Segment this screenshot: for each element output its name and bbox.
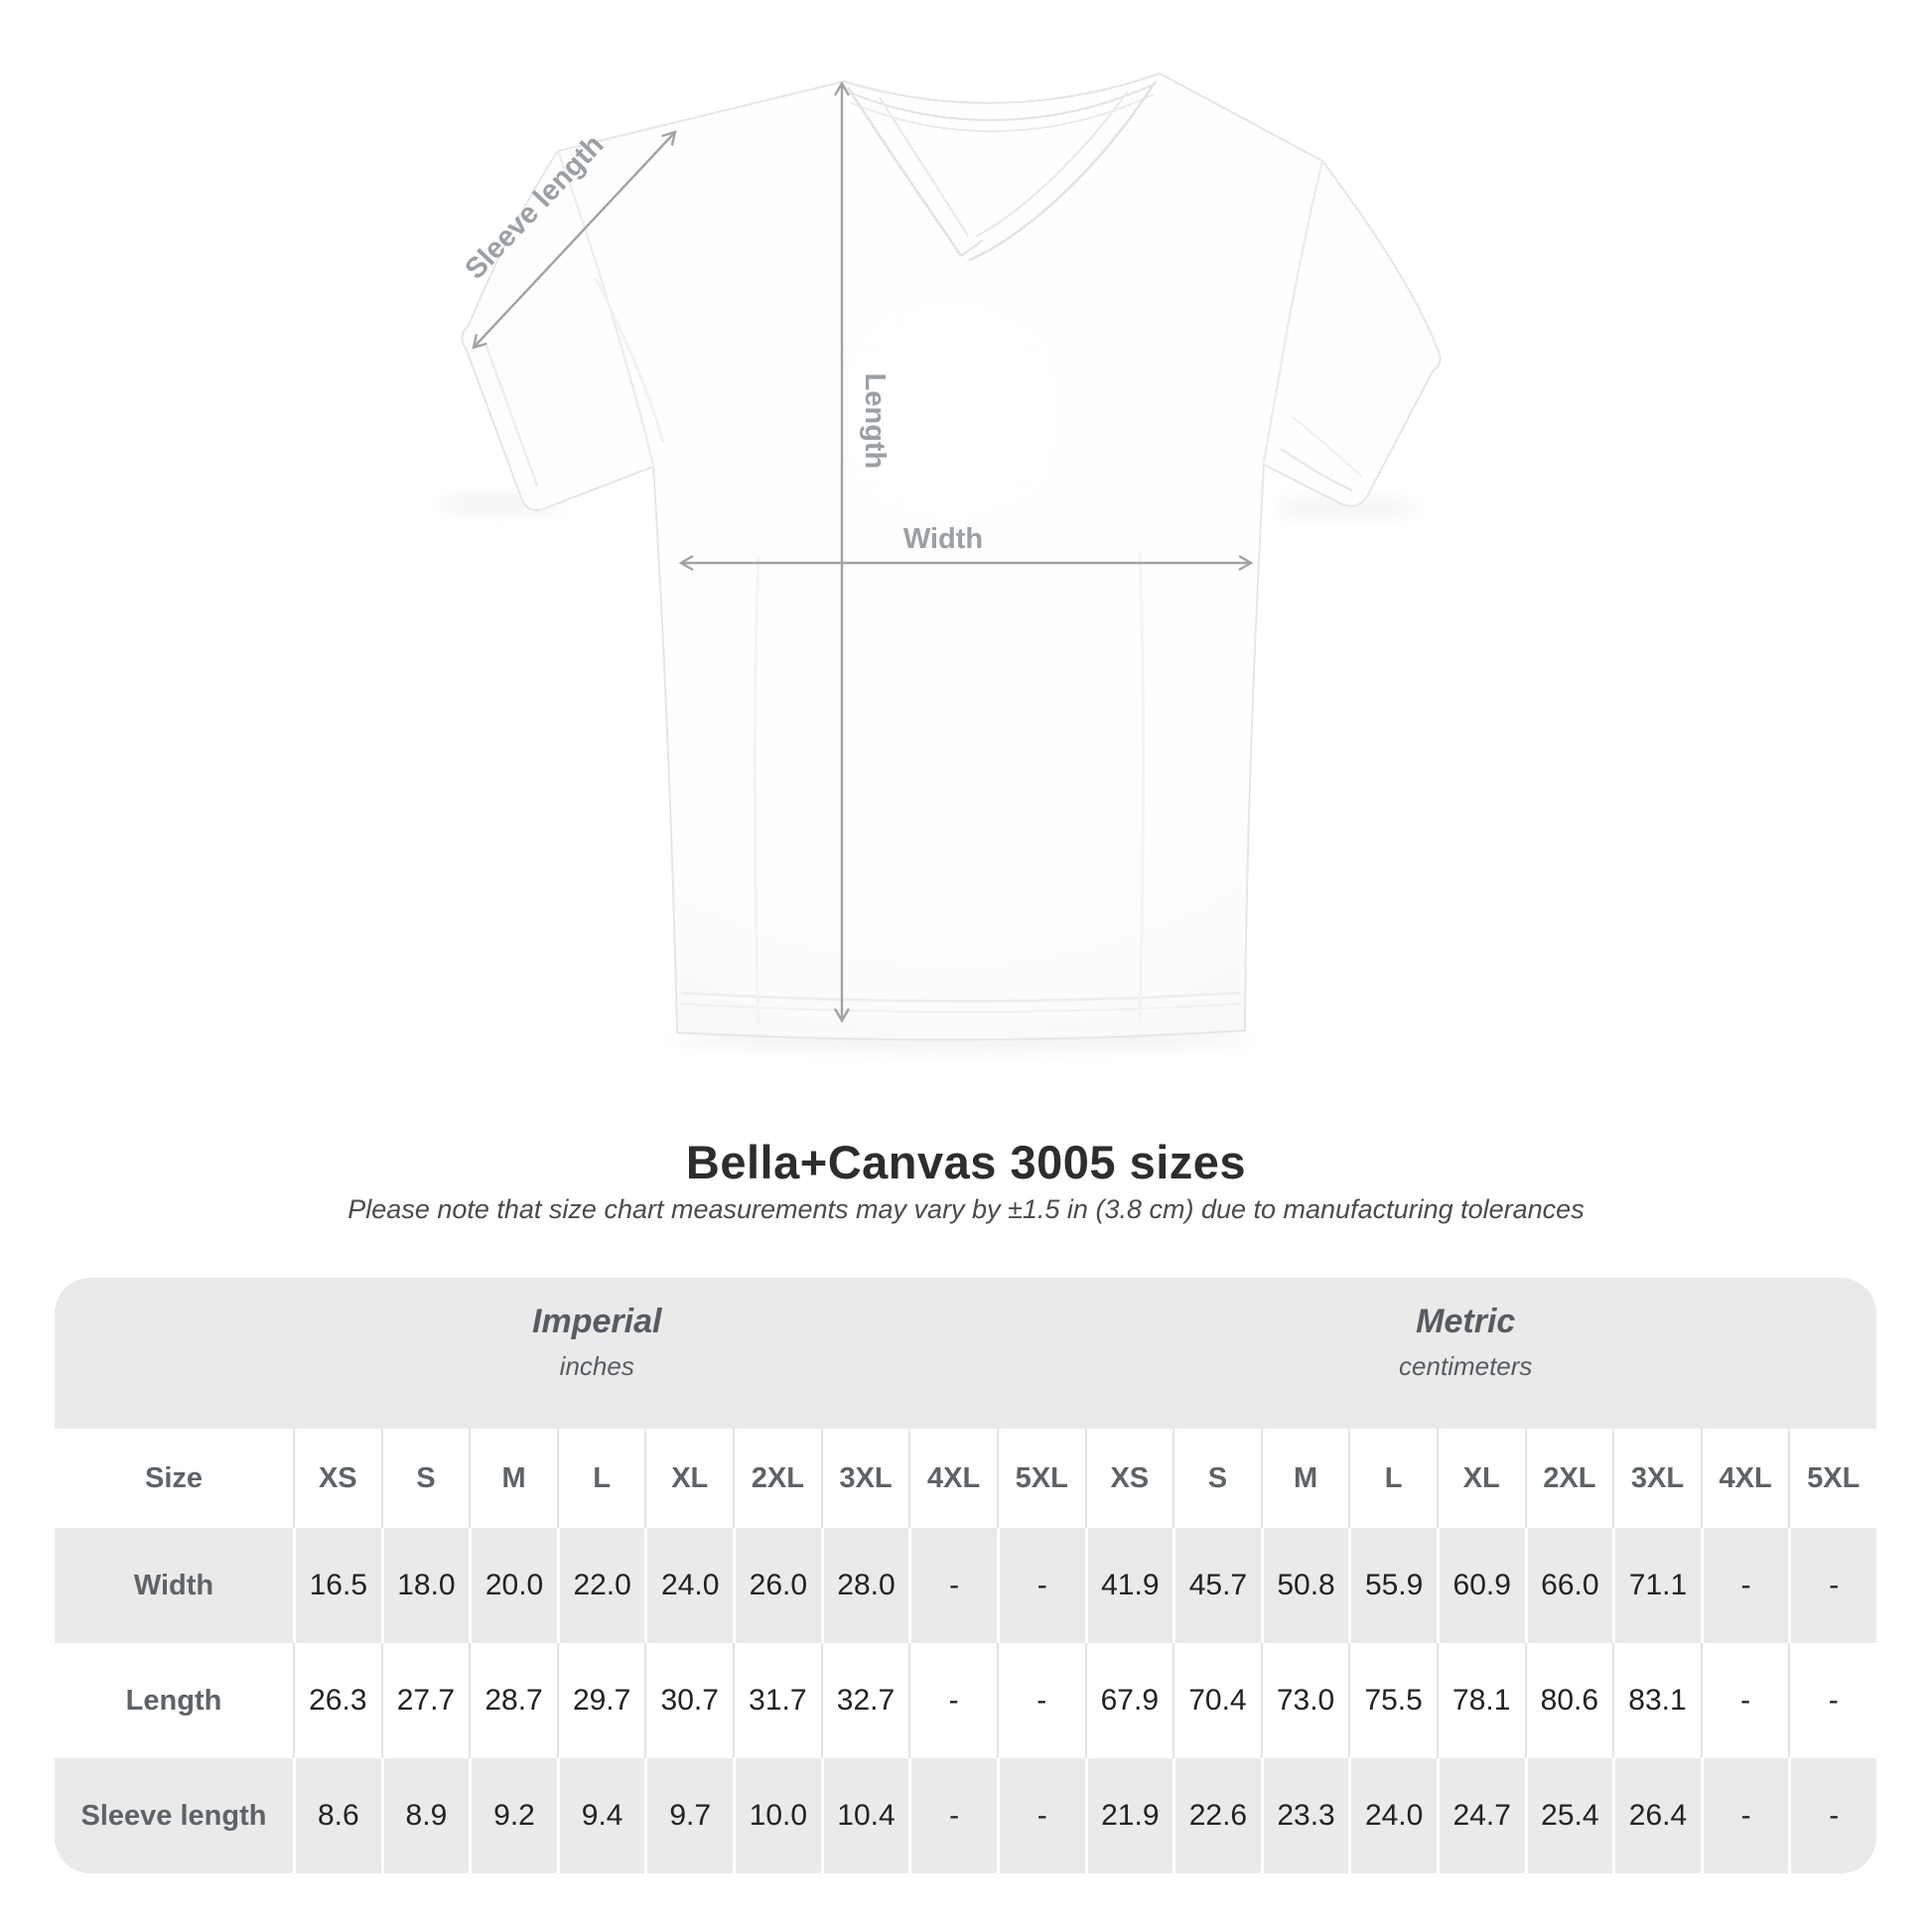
table-cell: 20.0 [469, 1528, 557, 1643]
page-title: Bella+Canvas 3005 sizes [685, 1136, 1247, 1188]
table-cell: 60.9 [1437, 1528, 1525, 1643]
table-cell: - [997, 1528, 1085, 1643]
table-cell: 25.4 [1525, 1758, 1613, 1873]
table-cell: 28.7 [469, 1643, 557, 1758]
table-cell: 78.1 [1437, 1643, 1525, 1758]
table-cell: 10.4 [821, 1758, 909, 1873]
size-header-cell: XL [644, 1429, 733, 1528]
size-header-cell: XS [293, 1429, 381, 1528]
table-cell: 9.4 [557, 1758, 645, 1873]
size-header-cell: XL [1437, 1429, 1525, 1528]
table-cell: 75.5 [1348, 1643, 1437, 1758]
table-cell: 23.3 [1261, 1758, 1349, 1873]
tshirt-graphic [459, 73, 1440, 1039]
table-cell: 29.7 [557, 1643, 645, 1758]
width-label: Width [902, 523, 984, 555]
table-cell: 26.0 [733, 1528, 821, 1643]
table-cell: 21.9 [1085, 1758, 1173, 1873]
table-cell: 66.0 [1525, 1528, 1613, 1643]
size-table [55, 1278, 1876, 1873]
table-cell: 28.0 [821, 1528, 909, 1643]
size-header-cell: L [1348, 1429, 1437, 1528]
size-header-cell: 5XL [997, 1429, 1085, 1528]
metric-header [1085, 1278, 1877, 1429]
table-cell: 73.0 [1261, 1643, 1349, 1758]
size-header-cell: 2XL [1525, 1429, 1613, 1528]
row-label-width: Width [133, 1569, 214, 1601]
table-cell: 9.7 [644, 1758, 733, 1873]
size-header-cell: 2XL [733, 1429, 821, 1528]
size-header-cell: 5XL [1788, 1429, 1876, 1528]
table-cell: 26.4 [1612, 1758, 1701, 1873]
table-cell: 70.4 [1173, 1643, 1261, 1758]
table-cell: 24.0 [644, 1528, 733, 1643]
row-label-length: Length [55, 1643, 293, 1758]
table-cell: 32.7 [821, 1643, 909, 1758]
table-cell: 9.2 [469, 1758, 557, 1873]
metric-name: Metric [1416, 1303, 1516, 1340]
table-cell: 16.5 [293, 1528, 381, 1643]
tolerance-note: Please note that size chart measurements may vary by ±1.5 in (3.8 cm) due to manufacturing tolerances [347, 1194, 1585, 1224]
table-cell: - [1701, 1528, 1789, 1643]
table-cell: 22.6 [1173, 1758, 1261, 1873]
table-cell: 55.9 [1348, 1528, 1437, 1643]
table-cell: 8.6 [293, 1758, 381, 1873]
row-label-sleeve-length: Sleeve length [80, 1799, 267, 1832]
table-cell: 80.6 [1525, 1643, 1613, 1758]
size-header-cell: L [557, 1429, 645, 1528]
size-header-cell: M [469, 1429, 557, 1528]
size-header-cell: 4XL [908, 1429, 997, 1528]
table-cell: 71.1 [1612, 1528, 1701, 1643]
size-column-header: Size [55, 1429, 293, 1528]
table-cell: - [1701, 1758, 1789, 1873]
imperial-name: Imperial [532, 1303, 662, 1340]
size-header-cell: S [381, 1429, 470, 1528]
table-cell: 24.0 [1348, 1758, 1437, 1873]
table-cell: 50.8 [1261, 1528, 1349, 1643]
table-cell: 18.0 [381, 1528, 470, 1643]
table-cell: - [997, 1643, 1085, 1758]
length-label: Length [859, 372, 891, 470]
table-cell: - [1701, 1643, 1789, 1758]
table-cell: 67.9 [1085, 1643, 1173, 1758]
table-cell: - [997, 1758, 1085, 1873]
table-cell: 10.0 [733, 1758, 821, 1873]
table-cell: 31.7 [733, 1643, 821, 1758]
size-header-cell: 3XL [821, 1429, 909, 1528]
table-cell: - [908, 1758, 997, 1873]
table-cell: - [1788, 1758, 1876, 1873]
table-cell: 83.1 [1612, 1643, 1701, 1758]
size-header-cell: S [1173, 1429, 1261, 1528]
table-cell: 45.7 [1173, 1528, 1261, 1643]
sleeve-length-label: Sleeve length [459, 128, 611, 286]
table-cell: 24.7 [1437, 1758, 1525, 1873]
size-header-cell: 4XL [1701, 1429, 1789, 1528]
table-cell: 22.0 [557, 1528, 645, 1643]
size-header-cell: M [1261, 1429, 1349, 1528]
table-cell: 8.9 [381, 1758, 470, 1873]
size-header-cell: 3XL [1612, 1429, 1701, 1528]
imperial-unit: inches [559, 1351, 634, 1381]
table-cell: - [1788, 1528, 1876, 1643]
table-cell: 27.7 [381, 1643, 470, 1758]
imperial-header [55, 1278, 1085, 1429]
table-cell: 30.7 [644, 1643, 733, 1758]
table-cell: 26.3 [293, 1643, 381, 1758]
table-cell: - [908, 1643, 997, 1758]
table-cell: 41.9 [1085, 1528, 1173, 1643]
size-header-cell: XS [1085, 1429, 1173, 1528]
metric-unit: centimeters [1399, 1351, 1533, 1381]
table-cell: - [908, 1528, 997, 1643]
table-cell: - [1788, 1643, 1876, 1758]
